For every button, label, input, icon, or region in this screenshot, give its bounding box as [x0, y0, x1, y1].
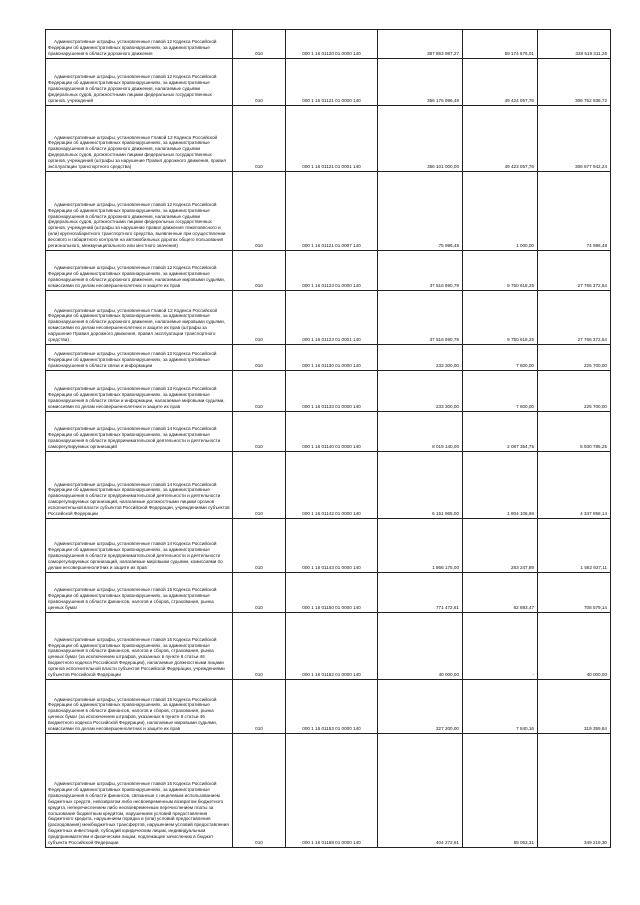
- row-remaining-cell: 349 219,30: [538, 734, 611, 848]
- row-kbk-cell: 000 1 16 01152 01 0000 140: [286, 613, 378, 680]
- table-row: [46, 734, 611, 848]
- row-remaining-cell: 4 347 858,14: [538, 452, 611, 519]
- row-plan-cell: 75 996,48: [378, 172, 463, 251]
- row-plan-cell: 356 176 996,48: [378, 59, 463, 106]
- row-code-cell: 010: [233, 613, 286, 680]
- row-kbk-cell: 000 1 16 01121 01 0000 140: [286, 59, 378, 106]
- row-plan-cell: 1 866 175,00: [378, 519, 463, 573]
- row-name-cell: Административные штрафы, установленные главой 14 Кодекса Российской Федерации об административных правонарушениях, за административные правонарушения в области предпринимательской деятельности и деятельности саморегулируемых организаций, налагаемые мировыми судьями, комиссиями по делам несовершеннолетних и защите их прав: [46, 519, 233, 573]
- row-code-cell: 010: [233, 59, 286, 106]
- row-kbk-cell: 000 1 16 01130 01 0000 140: [286, 345, 378, 371]
- row-code-cell: 010: [233, 251, 286, 291]
- row-remaining-cell: 225 700,00: [538, 345, 611, 371]
- row-plan-cell: 233 300,00: [378, 371, 463, 412]
- row-remaining-cell: 306 752 938,72: [538, 59, 611, 106]
- row-kbk-cell: 000 1 16 01123 01 0000 140: [286, 251, 378, 291]
- row-remaining-cell: 5 930 785,25: [538, 412, 611, 452]
- row-code-cell: 010: [233, 371, 286, 412]
- table-body: [46, 30, 611, 848]
- table-row: [46, 172, 611, 251]
- row-plan-cell: 37 516 990,79: [378, 291, 463, 345]
- row-name-cell: Административные штрафы, установленные главой 15 Кодекса Российской Федерации об административных правонарушениях, за административные правонарушения в области финансов, связанные с нецелевым использованием бюджетных средств, невозвратом либо несвоевременным возвратом бюджетного кредита, неперечислением либо несвоевременным перечислением платы за пользование бюджетным кредитом, нарушением условий предоставления бюджетного кредита, нарушением порядка и (или) условий предоставления (расходования) межбюджетных трансфертов, нарушением условий предоставления бюджетных инвестиций, субсидий юридическим лицам, индивидуальным предпринимателям и физическим лицам, подлежащие зачислению в бюджет субъекта Российской Федерации: [46, 734, 233, 848]
- row-remaining-cell: 708 579,14: [538, 573, 611, 613]
- row-executed-cell: 7 840,16: [463, 680, 538, 734]
- row-name-cell: Административные штрафы, установленные главой 12 Кодекса Российской Федерации об административных правонарушениях, за административные правонарушения в области дорожного движения, налагаемые судьями федеральных судов, должностными лицами федеральных государственных органов, учреждений: [46, 59, 233, 106]
- row-kbk-cell: 000 1 16 01120 01 0000 140: [286, 30, 378, 59]
- row-name-cell: Административные штрафы, установленные главой 13 Кодекса Российской Федерации об административных правонарушениях, за административные правонарушения в области связи и информации, налагаемые мировыми судьями, комиссиями по делам несовершеннолетних и защите их прав: [46, 371, 233, 412]
- row-plan-cell: 771 472,61: [378, 573, 463, 613]
- row-code-cell: 010: [233, 291, 286, 345]
- row-kbk-cell: 000 1 16 01121 01 0007 140: [286, 172, 378, 251]
- row-executed-cell: 7 600,00: [463, 371, 538, 412]
- row-plan-cell: 387 853 987,27: [378, 30, 463, 59]
- row-code-cell: 010: [233, 30, 286, 59]
- row-name-cell: Административные штрафы, установленные Главой 12 Кодекса Российской Федерации об административных правонарушениях, за административные правонарушения в области дорожного движения, налагаемые мировыми судьями, комиссиями по делам несовершеннолетних и защите их прав (штрафы за нарушение Правил дорожного движения, правил эксплуатации транспортного средства): [46, 291, 233, 345]
- row-kbk-cell: 000 1 16 01142 01 0000 140: [286, 452, 378, 519]
- row-kbk-cell: 000 1 16 01140 01 0000 140: [286, 412, 378, 452]
- row-name-cell: Административные штрафы, установленные главой 13 Кодекса Российской Федерации об административных правонарушениях, за административные правонарушения в области связи и информации: [46, 345, 233, 371]
- row-code-cell: 010: [233, 519, 286, 573]
- row-remaining-cell: 27 766 372,54: [538, 251, 611, 291]
- row-code-cell: 010: [233, 172, 286, 251]
- table-row: [46, 30, 611, 59]
- row-remaining-cell: 306 677 942,24: [538, 106, 611, 172]
- row-name-cell: Административные штрафы, установленные главой 12 Кодекса Российской Федерации об административных правонарушениях, за административные правонарушения в области дорожного движения, налагаемые судьями федеральных судов, должностными лицами федеральных государственных органов, учреждений (штрафы за нарушение правил движения тяжеловесного и (или) крупногабаритного транспортного средства, выявленные при осуществлении весового и габаритного контроля на автомобильных дорогах общего пользования регионального, межмуниципального или местного значения): [46, 172, 233, 251]
- row-executed-cell: 55 053,31: [463, 734, 538, 848]
- table-row: [46, 680, 611, 734]
- row-code-cell: 010: [233, 680, 286, 734]
- row-name-cell: Административные штрафы, установленные главой 15 Кодекса Российской Федерации об административных правонарушениях, за административные правонарушения в области финансов, налогов и сборов, страхования, рынка ценных бумаг (за исключением штрафов, указанных в пункте 6 статьи 46 Бюджетного кодекса Российской Федерации), налагаемые должностными лицами органов исполнительной власти субъектов Российской Федерации, учреждениями субъектов Российской Федерации: [46, 613, 233, 680]
- row-executed-cell: 283 247,89: [463, 519, 538, 573]
- revenue-table: [45, 29, 611, 848]
- row-plan-cell: 356 101 000,00: [378, 106, 463, 172]
- table-row: [46, 251, 611, 291]
- row-plan-cell: 8 019 140,00: [378, 412, 463, 452]
- row-plan-cell: 404 272,61: [378, 734, 463, 848]
- row-kbk-cell: 000 1 16 01121 01 0001 140: [286, 106, 378, 172]
- row-executed-cell: 2 087 354,75: [463, 412, 538, 452]
- row-kbk-cell: 000 1 16 01143 01 0000 140: [286, 519, 378, 573]
- row-remaining-cell: 40 000,00: [538, 613, 611, 680]
- row-plan-cell: 37 516 990,79: [378, 251, 463, 291]
- row-name-cell: Административные штрафы, установленные главой 12 Кодекса Российской Федерации об административных правонарушениях, за административные правонарушения в области дорожного движения, налагаемые мировыми судьями, комиссиями по делам несовершеннолетних и защите их прав: [46, 251, 233, 291]
- row-remaining-cell: 27 766 372,54: [538, 291, 611, 345]
- row-executed-cell: 59 174 676,01: [463, 30, 538, 59]
- row-name-cell: Административные штрафы, установленные главой 12 Кодекса Российской Федерации об административных правонарушениях, за административные правонарушения в области дорожного движения: [46, 30, 233, 59]
- row-name-cell: Административные штрафы, установленные главой 15 Кодекса Российской Федерации об административных правонарушениях, за административные правонарушения в области финансов, налогов и сборов, страхования, рынка ценных бумаг: [46, 573, 233, 613]
- table-row: [46, 106, 611, 172]
- table-row: [46, 452, 611, 519]
- table-row: [46, 59, 611, 106]
- row-code-cell: 010: [233, 106, 286, 172]
- row-code-cell: 010: [233, 345, 286, 371]
- row-remaining-cell: 1 582 927,11: [538, 519, 611, 573]
- table-row: [46, 412, 611, 452]
- table-row: [46, 371, 611, 412]
- row-executed-cell: 9 750 618,25: [463, 251, 538, 291]
- row-plan-cell: 327 200,00: [378, 680, 463, 734]
- row-code-cell: 010: [233, 573, 286, 613]
- row-remaining-cell: 225 700,00: [538, 371, 611, 412]
- table-row: [46, 573, 611, 613]
- row-name-cell: Административные штрафы, установленные Главой 12 Кодекса Российской Федерации об административных правонарушениях, за административные правонарушения в области дорожного движения, налагаемые судьями федеральных судов, должностными лицами федеральных государственных органов, учреждений (штрафы за нарушение Правил дорожного движения, правил эксплуатации транспортного средства): [46, 106, 233, 172]
- table-row: [46, 291, 611, 345]
- row-executed-cell: 1 000,00: [463, 172, 538, 251]
- row-name-cell: Административные штрафы, установленные главой 14 Кодекса Российской Федерации об административных правонарушениях, за административные правонарушения в области предпринимательской деятельности и деятельности саморегулируемых организаций, налагаемые должностными лицами органов исполнительной власти субъектов Российской Федерации, учреждениями субъектов Российской Федерации: [46, 452, 233, 519]
- row-kbk-cell: 000 1 16 01150 01 0000 140: [286, 573, 378, 613]
- row-kbk-cell: 000 1 16 01123 01 0001 140: [286, 291, 378, 345]
- row-remaining-cell: 319 359,84: [538, 680, 611, 734]
- row-plan-cell: 40 000,00: [378, 613, 463, 680]
- row-code-cell: 010: [233, 452, 286, 519]
- row-executed-cell: -: [463, 613, 538, 680]
- row-plan-cell: 233 300,00: [378, 345, 463, 371]
- row-executed-cell: 49 423 057,76: [463, 106, 538, 172]
- row-kbk-cell: 000 1 16 01158 01 0000 140: [286, 734, 378, 848]
- row-name-cell: Административные штрафы, установленные главой 14 Кодекса Российской Федерации об административных правонарушениях, за административные правонарушения в области предпринимательской деятельности и деятельности саморегулируемых организаций: [46, 412, 233, 452]
- row-executed-cell: 7 600,00: [463, 345, 538, 371]
- row-executed-cell: 62 893,47: [463, 573, 538, 613]
- row-remaining-cell: 328 519 311,26: [538, 30, 611, 59]
- row-executed-cell: 9 750 618,25: [463, 291, 538, 345]
- row-executed-cell: 1 804 106,86: [463, 452, 538, 519]
- table-row: [46, 613, 611, 680]
- table-row: [46, 345, 611, 371]
- row-executed-cell: 49 424 057,76: [463, 59, 538, 106]
- row-kbk-cell: 000 1 16 01133 01 0000 140: [286, 371, 378, 412]
- row-remaining-cell: 74 996,48: [538, 172, 611, 251]
- row-code-cell: 010: [233, 412, 286, 452]
- row-name-cell: Административные штрафы, установленные главой 15 Кодекса Российской Федерации об административных правонарушениях, за административные правонарушения в области финансов, налогов и сборов, страхования, рынка ценных бумаг (за исключением штрафов, указанных в пункте 6 статьи 46 Бюджетного кодекса Российской Федерации), налагаемые мировыми судьями, комиссиями по делам несовершеннолетних и защите их прав: [46, 680, 233, 734]
- row-code-cell: 010: [233, 734, 286, 848]
- row-plan-cell: 6 151 965,00: [378, 452, 463, 519]
- table-row: [46, 519, 611, 573]
- row-kbk-cell: 000 1 16 01153 01 0000 140: [286, 680, 378, 734]
